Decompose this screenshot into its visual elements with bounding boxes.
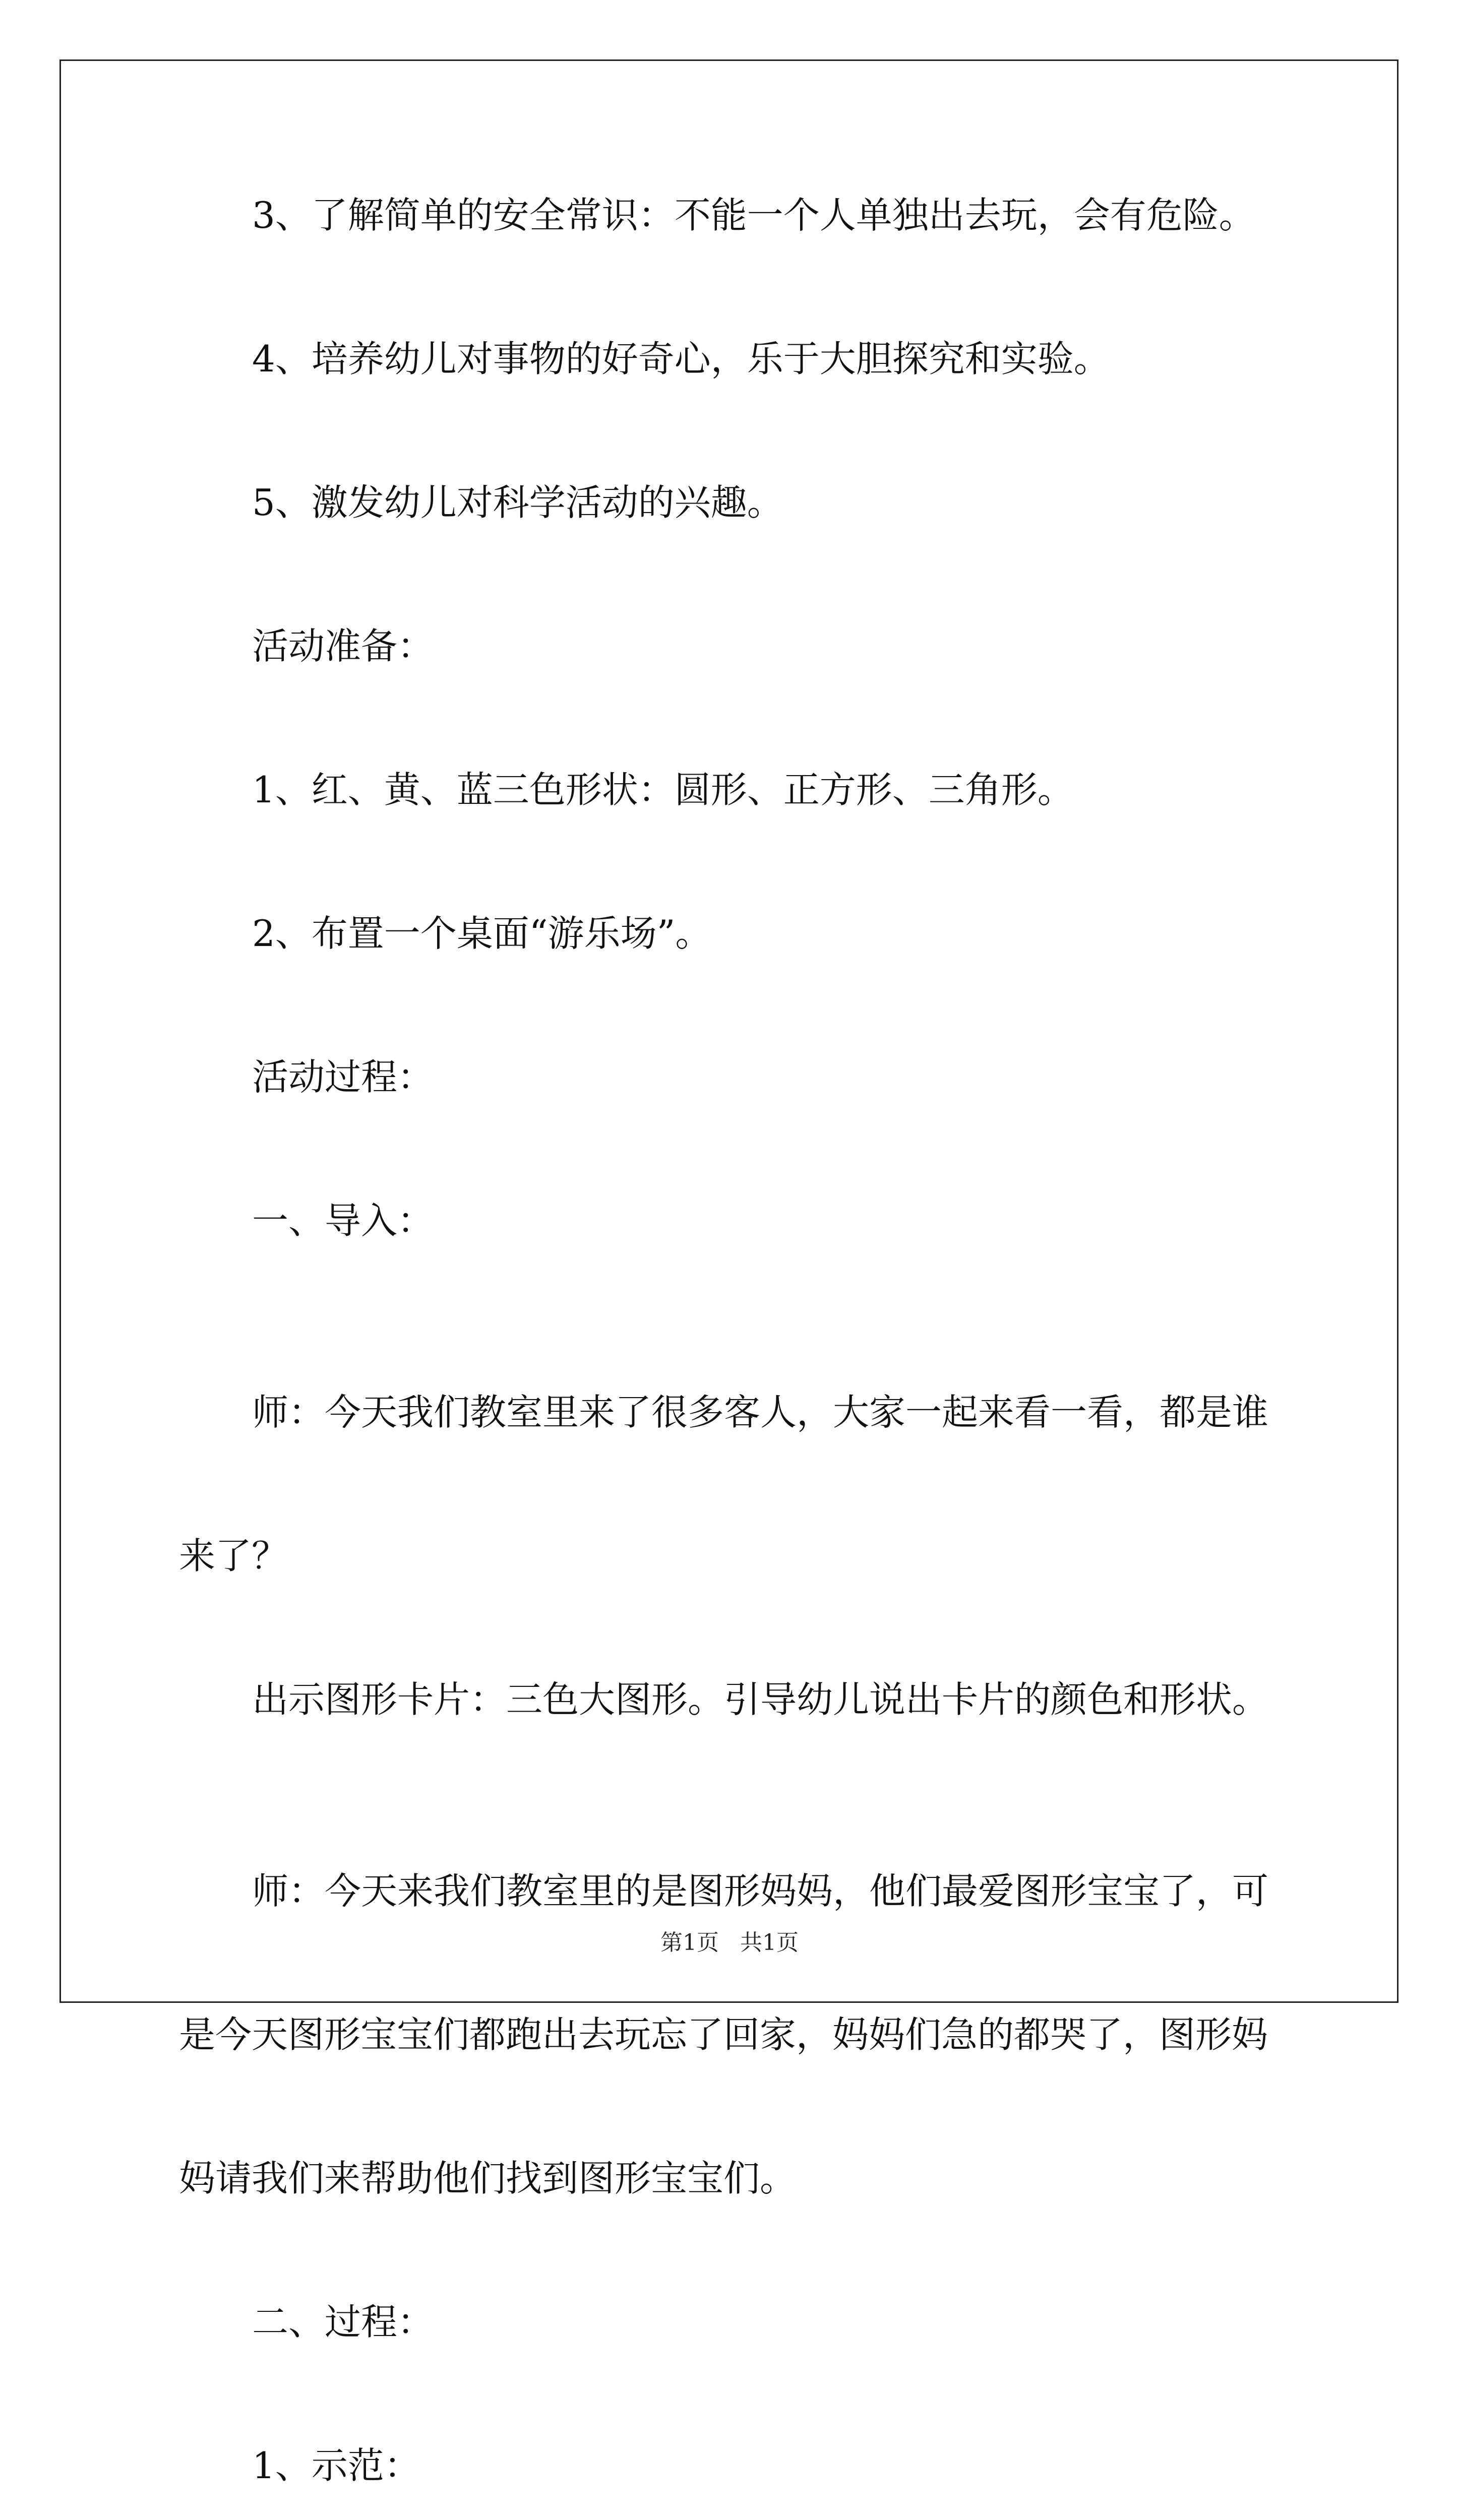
section-heading: 活动准备： <box>252 625 434 667</box>
section-heading: 二、过程： <box>252 2301 434 2343</box>
paragraph: 出示图形卡片：三色大图形。引导幼儿说出卡片的颜色和形状。 <box>252 1678 1269 1721</box>
paragraph: 4、培养幼儿对事物的好奇心，乐于大胆探究和实验。 <box>252 338 1110 380</box>
section-heading: 活动过程： <box>252 1056 434 1098</box>
paragraph: 师：今天我们教室里来了很多客人，大家一起来看一看，都是谁来了？ <box>179 1391 1269 1577</box>
section-heading: 1、示范： <box>252 2444 420 2487</box>
paragraph: 2、布置一个桌面“游乐场”。 <box>252 912 712 955</box>
page-footer <box>0 1928 1459 1958</box>
page-number: 第1页 <box>660 1930 719 1956</box>
paragraph: 5、激发幼儿对科学活动的兴趣。 <box>252 481 783 524</box>
document-body <box>179 192 1288 2520</box>
paragraph: 1、红、黄、蓝三色形状：圆形、正方形、三角形。 <box>252 769 1074 811</box>
section-heading: 一、导入： <box>252 1200 434 1242</box>
page-total: 共1页 <box>740 1930 799 1956</box>
paragraph: 师：今天来我们教室里的是图形妈妈，他们最爱图形宝宝了，可是今天图形宝宝们都跑出去玩忘了回家，妈妈们急的都哭了，图形妈妈请我们来帮助他们找到图形宝宝们。 <box>179 1870 1269 2199</box>
paragraph: 3、了解简单的安全常识：不能一个人单独出去玩，会有危险。 <box>252 194 1255 236</box>
